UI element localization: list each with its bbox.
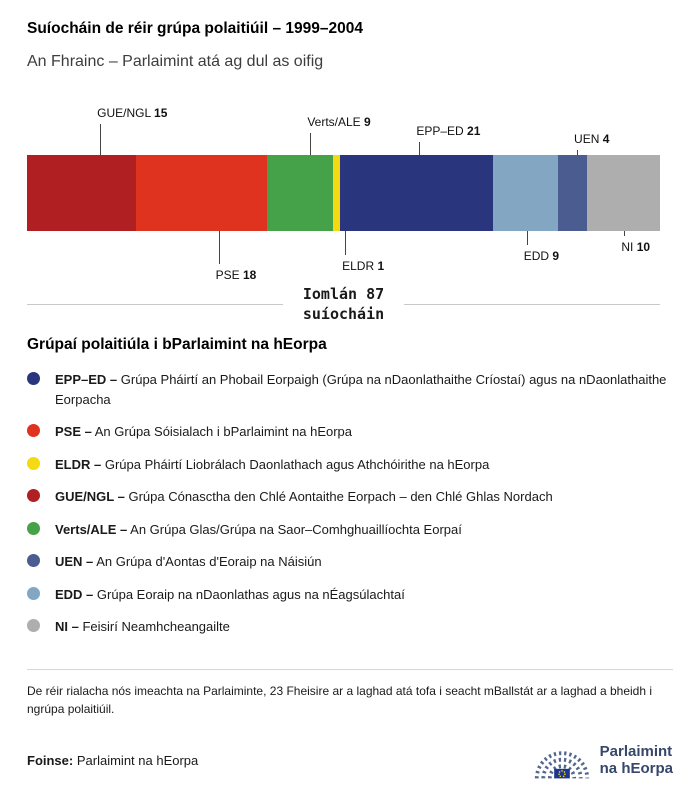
hemicycle-flag-icon [533, 741, 591, 781]
legend-abbr: Verts/ALE – [55, 521, 128, 537]
legend-abbr: NI – [55, 619, 79, 634]
bar-label-PSE: PSE 18 [215, 268, 257, 282]
source-text: Parlaimint na hEorpa [76, 753, 199, 769]
callout-tick [100, 124, 101, 155]
bar-segment-EPP–ED [340, 155, 493, 231]
legend-color-dot-uen [27, 554, 40, 567]
footnote-text: De réir rialacha nós imeachta na Parlaiminte, 23 Fheisire ar a laghad atá tofa i seacht mBallstát ar a laghad a bheidh i ngrúpa polaitiúil. [27, 683, 653, 717]
legend-abbr: PSE – [55, 424, 92, 439]
legend-desc: An Grúpa Sóisialach i bParlaimint na hEorpa [94, 424, 353, 439]
legend-desc: Grúpa Pháirtí an Phobail Eorpaigh (Grúpa na nDaonlathaithe Críostaí) agus na nDaonlathaithe Eorpacha [55, 372, 667, 407]
source-line [27, 753, 198, 768]
bar-segment-UEN [558, 155, 587, 231]
total-row [27, 285, 660, 324]
callout-tick [419, 142, 420, 155]
legend-color-dot-pse [27, 424, 40, 437]
bar-label-GUE/NGL: GUE/NGL 15 [97, 106, 168, 120]
legend-desc: Feisirí Neamhcheangailte [82, 619, 230, 634]
bar-label-Verts/ALE: Verts/ALE 9 [307, 115, 371, 129]
callout-tick [310, 133, 311, 155]
legend-item-edd [27, 585, 673, 605]
page-subtitle: An Fhrainc – Parlaimint atá ag dul as oifig [27, 53, 324, 70]
logo-line2: na hEorpa [599, 759, 673, 777]
total-seats-label [303, 285, 384, 324]
legend-item-eldr [27, 455, 673, 475]
footer [27, 741, 673, 781]
legend-abbr: EDD – [55, 586, 94, 602]
legend-color-dot-verts-ale [27, 522, 40, 535]
legend-color-dot-edd [27, 587, 40, 600]
callout-tick [345, 231, 346, 255]
legend-abbr: GUE/NGL – [55, 489, 125, 504]
callout-tick [624, 231, 625, 236]
logo-wordmark [600, 744, 673, 778]
page-title: Suíocháin de réir grúpa polaitiúil – 1999–2004 [27, 20, 363, 37]
bar-label-EDD: EDD 9 [523, 249, 560, 263]
legend-desc: An Grúpa Glas/Grúpa na Saor–Comhghuaillíochta Eorpaí [130, 521, 462, 537]
bar-label-UEN: UEN 4 [574, 132, 610, 146]
callouts-bottom [27, 231, 660, 282]
bar-segment-NI [587, 155, 660, 231]
legend-item-verts-ale [27, 520, 673, 540]
legend-desc: Grúpa Eoraip na nDaonlathas agus na nÉagsúlachtaí [96, 586, 405, 602]
legend-color-dot-eldr [27, 457, 40, 470]
total-divider-right [404, 304, 660, 305]
legend-color-dot-epp-ed [27, 372, 40, 385]
bar-segment-EDD [493, 155, 558, 231]
footnote-divider [27, 669, 673, 670]
legend-abbr: UEN – [55, 554, 94, 569]
source-label: Foinse: [27, 753, 74, 769]
bar-label-ELDR: ELDR 1 [342, 259, 385, 273]
legend-heading: Grúpaí polaitiúla i bParlaimint na hEorpa [27, 336, 327, 353]
bar-segment-Verts/ALE [267, 155, 332, 231]
legend-item-pse [27, 422, 673, 442]
legend-abbr: EPP–ED – [55, 372, 118, 387]
bar-label-NI: NI 10 [621, 240, 651, 254]
callouts-top [27, 97, 660, 155]
total-divider-left [27, 304, 283, 305]
legend-desc: Grúpa Pháirtí Liobrálach Daonlathach agus Athchóirithe na hEorpa [104, 456, 490, 472]
callout-tick [577, 150, 578, 155]
total-seats-line1: Iomlán 87 [302, 285, 385, 303]
bar-segment-GUE/NGL [27, 155, 136, 231]
bar-segment-ELDR [333, 155, 340, 231]
legend-item-epp-ed [27, 370, 673, 409]
bar-label-EPP–ED: EPP–ED 21 [416, 124, 481, 138]
stacked-bar [27, 155, 660, 231]
legend-list [27, 370, 673, 637]
legend-color-dot-gue-ngl [27, 489, 40, 502]
seats-chart [27, 97, 660, 324]
legend-color-dot-ni [27, 619, 40, 632]
european-parliament-logo [533, 741, 673, 781]
callout-tick [219, 231, 220, 264]
legend-item-ni [27, 617, 673, 637]
legend-abbr: ELDR – [55, 456, 102, 472]
bar-segment-PSE [136, 155, 267, 231]
total-seats-line2: suíocháin [302, 304, 385, 323]
callout-tick [527, 231, 528, 245]
legend-desc: An Grúpa d'Aontas d'Eoraip na Náisiún [96, 554, 322, 569]
logo-line1: Parlaimint [599, 742, 673, 760]
legend-item-uen [27, 552, 673, 572]
legend-desc: Grúpa Cónasctha den Chlé Aontaithe Eorpach – den Chlé Ghlas Nordach [128, 489, 553, 504]
legend-item-gue-ngl [27, 487, 673, 507]
